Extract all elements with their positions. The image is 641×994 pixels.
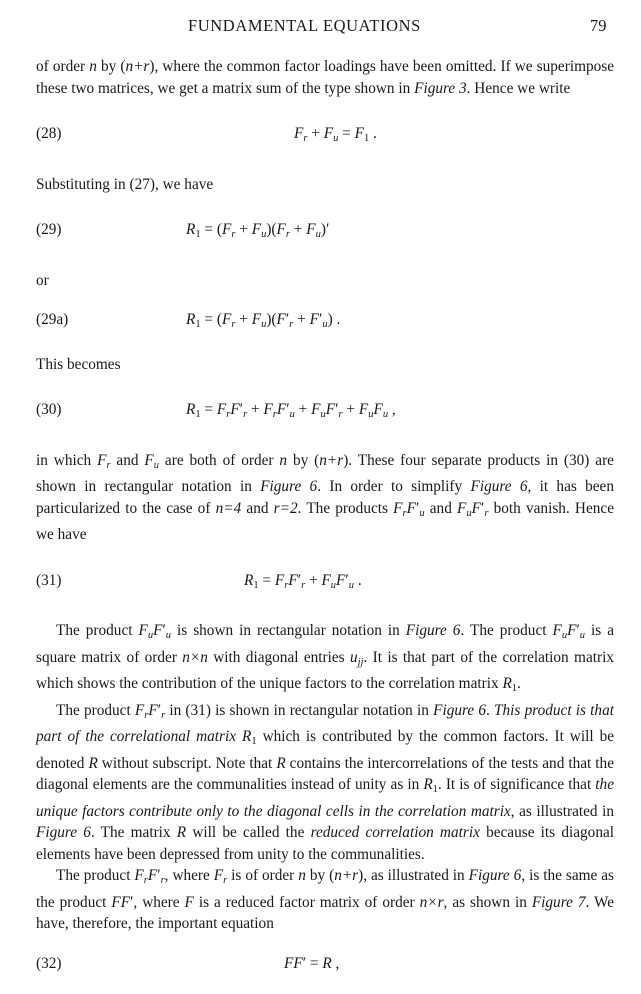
figure-reference: Figure 6 — [405, 622, 461, 639]
equation-32: (32) FF′ = R , — [36, 953, 614, 975]
equation-28: (28) $F_r + F_u = F1$ . — [36, 125, 377, 144]
figure-reference: Figure 6 — [36, 824, 91, 841]
figure-reference: Figure 6 — [260, 478, 318, 495]
figure-reference: Figure 6 — [470, 478, 528, 495]
equation-number: (32) — [36, 954, 62, 972]
paragraph-5: in which $F_r$ and $F_u$ are both of order n by (n+r). These four separate products in (30) are shown in rectangular notation in Figure 6. In order to simplify Figure 6, it has been particularized to the case of n=4 and r=2. The products $F_rF'_u$ and $F_uF'_r$ both vanish. Hence we have — [36, 451, 614, 543]
figure-reference: Figure 6 — [468, 867, 522, 884]
equation-number: (28) — [36, 125, 62, 142]
equation-29: (29) $R1 = (F_r + F_u)(F_r + F_u)'$ — [36, 221, 330, 240]
paragraph-4: This becomes — [36, 355, 121, 373]
paragraph-1: of order n by (n+r), where the common factor loadings have been omitted. If we superimpose these two matrices, we get a matrix sum of the type shown in Figure 3. Hence we write — [36, 58, 615, 97]
equation-29a: (29a) $R1 = (F_r + F_u)(F'_r + F'_u)$ . — [36, 311, 341, 330]
equation-31: (31) $R1 = F_rF'_r + F_uF'_u$ . — [36, 571, 362, 591]
equation-number: (29) — [36, 221, 62, 238]
paragraph-3: or — [36, 271, 49, 289]
paragraph-6: The product $F_uF'_u$ is shown in rectangular notation in Figure 6. The product $F_uF'_u$ is a square matrix of order n×n with diagonal entries $u_{jj}$. It is that part of the correlation matrix which shows the contribution of the unique factors to the correlation matrix R1. — [36, 622, 614, 694]
figure-reference: Figure 3 — [414, 79, 467, 97]
paragraph-7: The product $F_rF'_r$ in (31) is shown in rectangular notation in Figure 6. This product is that part of the correlational matrix R1 which is contributed by the common factors. It will be denoted R without subscript. Note that R contains the intercorrelations of the tests and that the diagonal elements are the communalities instead of unity as in R1. It is of significance that the unique factors contribute only to the diagonal cells in the correlation matrix, as illustrated in Figure 6. The matrix R will be called the reduced correlation matrix because its diagonal elements have been depressed from unity to the communalities. — [36, 701, 615, 863]
figure-reference: Figure 7 — [531, 893, 586, 911]
figure-reference: Figure 6 — [433, 701, 487, 719]
equation-30: (30) $R1 = F_rF'_r + F_rF'_u + F_uF'_r + F_uF_u$ , — [36, 401, 396, 420]
paragraph-8: The product $F_rF'_r$, where $F_r$ is of order n by (n+r), as illustrated in Figure 6, is the same as the product FF′, where F is a reduced factor matrix of order n×r, as shown in Figure 7. We have, therefore, the important equation — [36, 867, 615, 932]
equation-number: (29a) — [36, 311, 69, 328]
page-body — [36, 56, 614, 974]
running-title: FUNDAMENTAL EQUATIONS — [188, 16, 421, 35]
equation-number: (31) — [36, 571, 62, 589]
page-number: 79 — [590, 16, 607, 35]
equation-number: (30) — [36, 401, 62, 418]
page-header — [0, 14, 641, 38]
paragraph-2: Substituting in (27), we have — [36, 175, 214, 193]
